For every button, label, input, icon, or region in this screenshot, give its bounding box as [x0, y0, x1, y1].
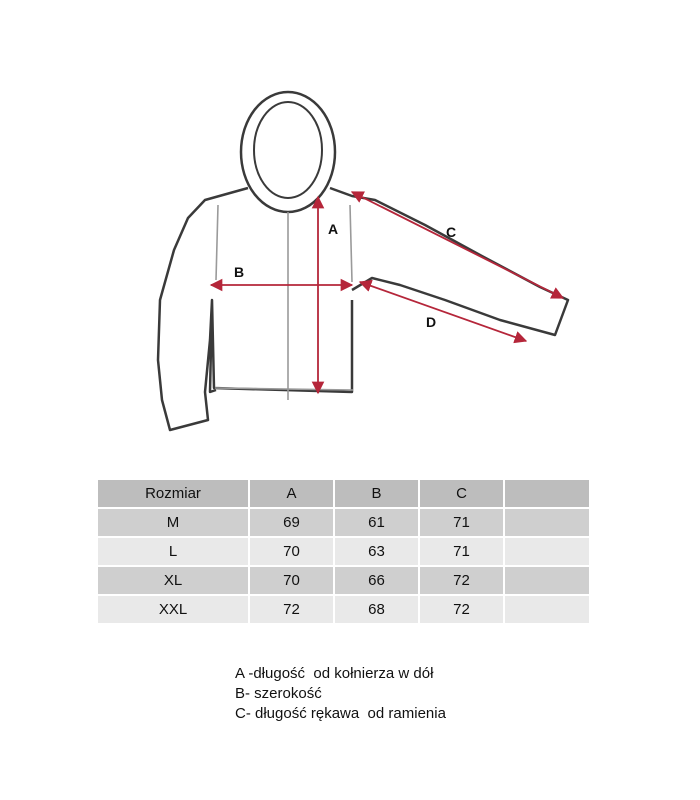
table-header-row — [98, 480, 589, 509]
label-d: D — [426, 314, 437, 330]
measurement-legend — [235, 664, 446, 724]
header-cell: A — [248, 480, 333, 509]
table-cell: 68 — [333, 596, 418, 625]
table-cell: XXL — [98, 596, 248, 625]
table-cell — [503, 509, 589, 538]
table-cell: 71 — [418, 509, 503, 538]
table-cell: M — [98, 509, 248, 538]
table-row — [98, 538, 589, 567]
table-cell: 72 — [248, 596, 333, 625]
table-cell: 72 — [418, 567, 503, 596]
header-cell — [503, 480, 589, 509]
table-cell: 69 — [248, 509, 333, 538]
table-cell: L — [98, 538, 248, 567]
label-a: A — [328, 221, 339, 237]
legend-line-c: C- długość rękawa od ramienia — [235, 705, 446, 722]
table-cell: XL — [98, 567, 248, 596]
table-cell — [503, 567, 589, 596]
table-cell — [503, 596, 589, 625]
table-cell: 63 — [333, 538, 418, 567]
table-row — [98, 567, 589, 596]
table-row — [98, 596, 589, 625]
table-cell: 70 — [248, 567, 333, 596]
header-cell: C — [418, 480, 503, 509]
table-cell — [503, 538, 589, 567]
table-cell: 72 — [418, 596, 503, 625]
header-cell: Rozmiar — [98, 480, 248, 509]
label-b: B — [234, 264, 245, 280]
arrow-d — [360, 282, 526, 341]
legend-line-b: B- szerokość — [235, 685, 322, 702]
table-cell: 71 — [418, 538, 503, 567]
table-cell: 61 — [333, 509, 418, 538]
label-c: C — [446, 224, 457, 240]
legend-line-a: A -długość od kołnierza w dół — [235, 665, 434, 682]
table-cell: 66 — [333, 567, 418, 596]
table-row — [98, 509, 589, 538]
size-table — [98, 480, 589, 625]
hood-inner — [254, 102, 322, 198]
header-cell: B — [333, 480, 418, 509]
table-cell: 70 — [248, 538, 333, 567]
jacket-outline — [158, 188, 568, 430]
